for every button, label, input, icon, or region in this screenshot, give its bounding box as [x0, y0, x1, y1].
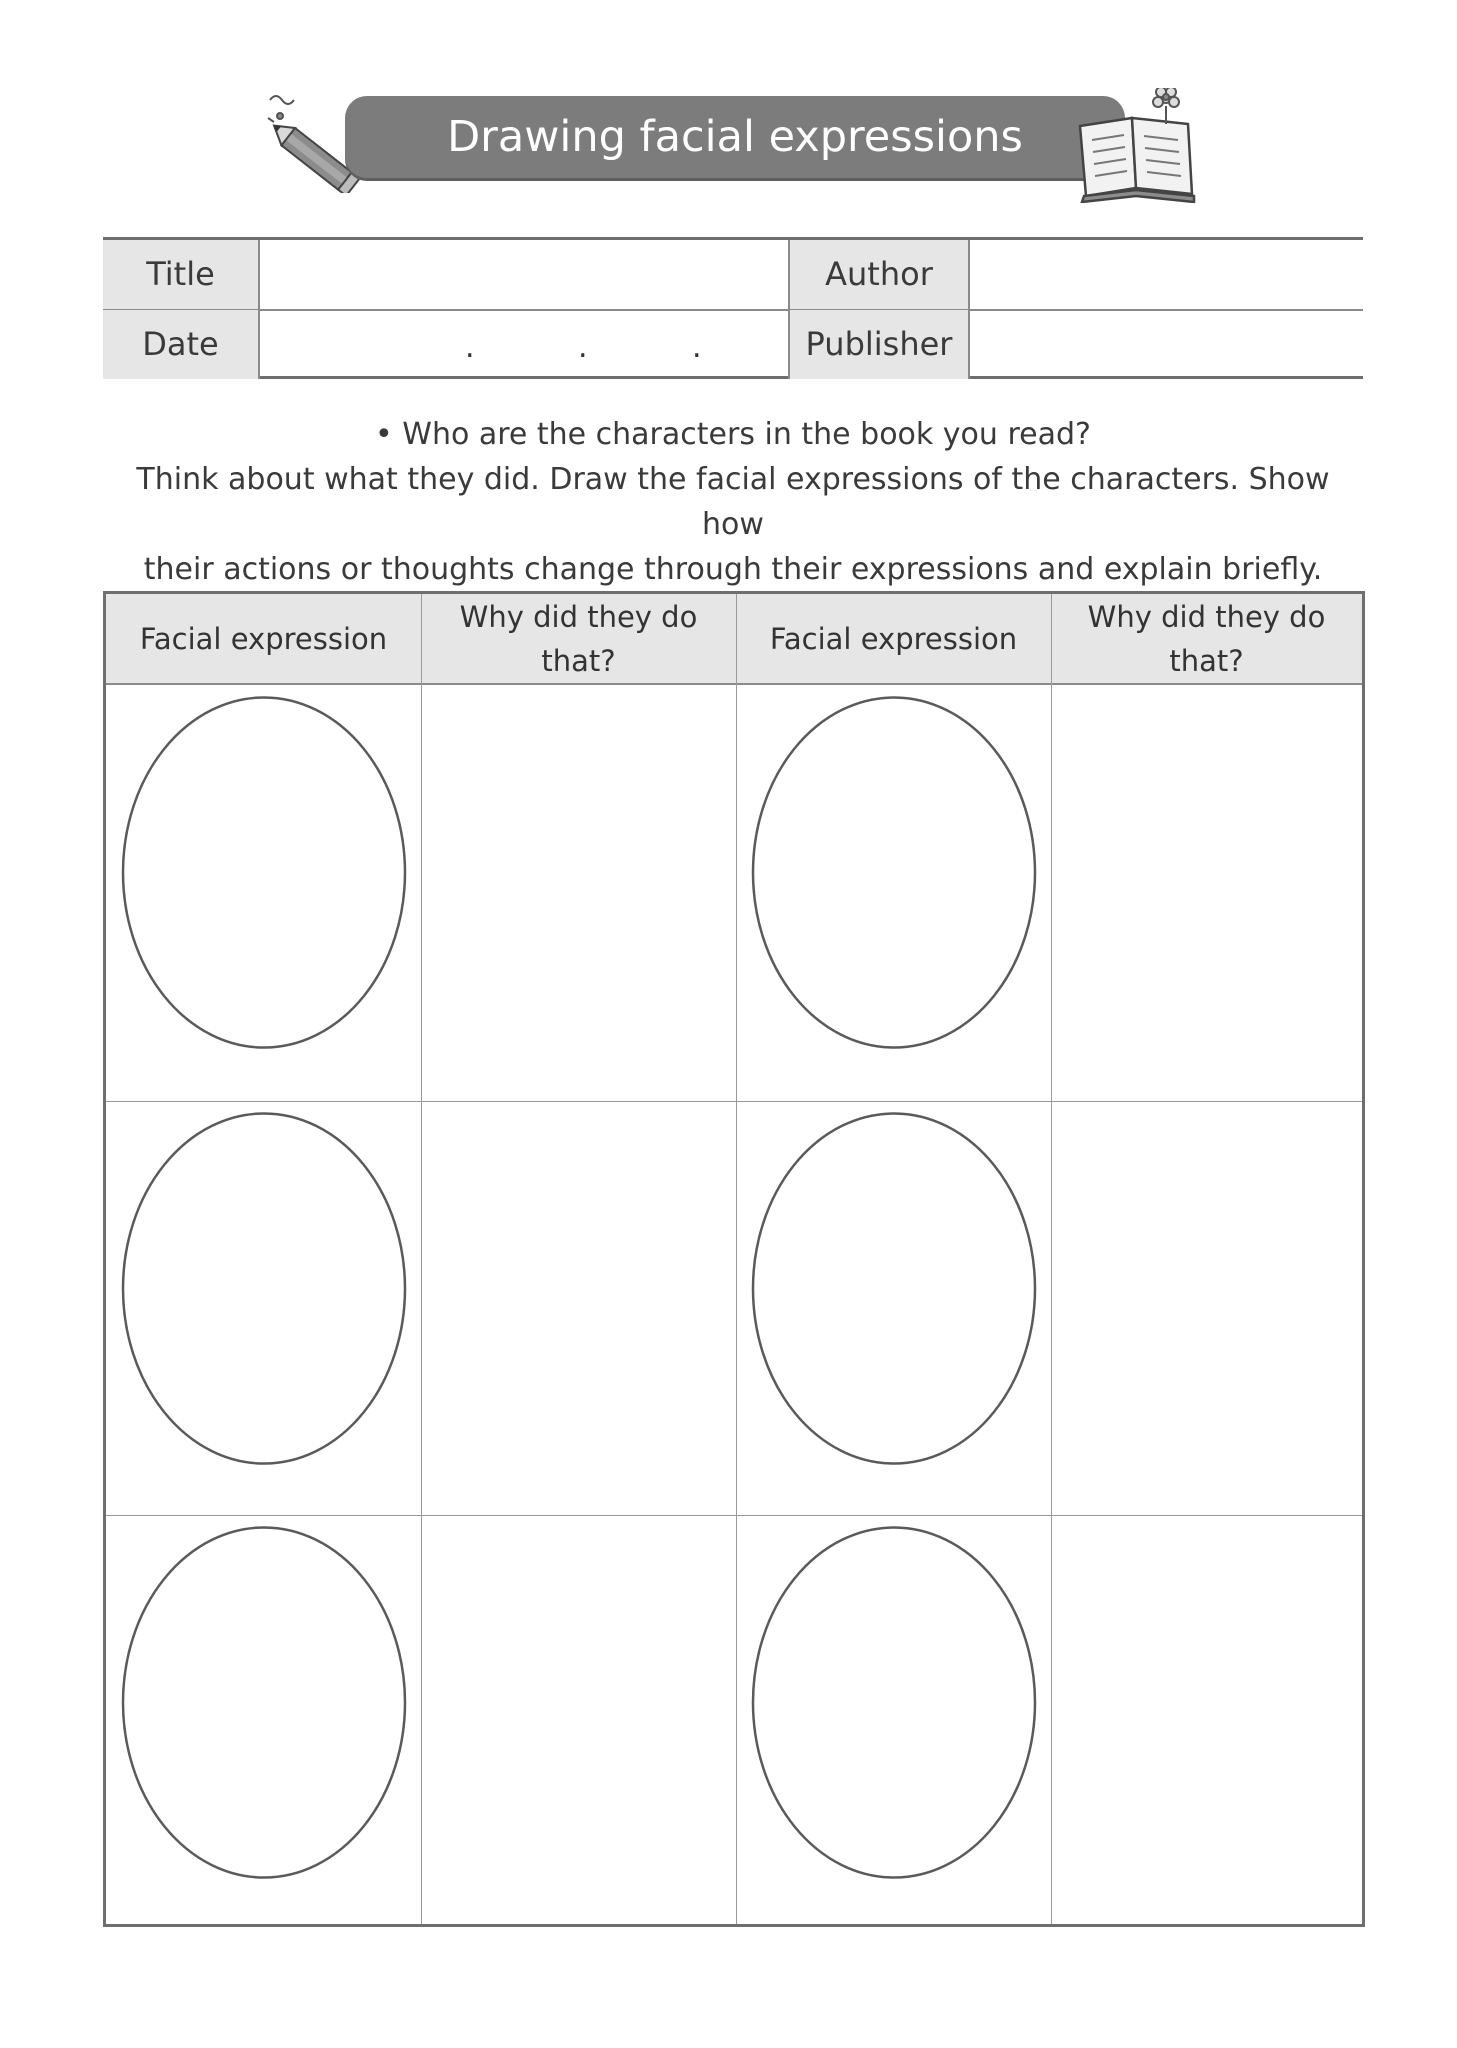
why-answer-cell[interactable] — [424, 1517, 734, 1922]
why-answer-cell[interactable] — [1054, 1103, 1360, 1514]
face-oval[interactable] — [749, 1111, 1039, 1466]
face-oval[interactable] — [119, 1525, 409, 1880]
title-field[interactable] — [260, 240, 790, 309]
row-divider — [106, 1515, 1362, 1516]
why-answer-cell[interactable] — [1054, 1517, 1360, 1922]
column-divider — [1051, 594, 1052, 1924]
grid-header-row — [106, 594, 1362, 685]
header-facial-expression: Facial expression — [769, 621, 1018, 656]
info-row-title-author — [103, 240, 1363, 311]
date-label: Date — [103, 310, 260, 379]
why-answer-cell[interactable] — [424, 1103, 734, 1514]
instruction-line: Think about what they did. Draw the facial expressions of the characters. Show how — [136, 462, 1330, 542]
row-divider — [106, 1101, 1362, 1102]
title-banner — [250, 88, 1210, 208]
date-separator: . — [692, 330, 702, 365]
book-info-table — [103, 237, 1363, 379]
date-field[interactable] — [260, 310, 790, 379]
header-facial-expression: Facial expression — [139, 621, 388, 656]
publisher-field[interactable] — [970, 310, 1363, 379]
expression-grid — [103, 591, 1365, 1927]
open-book-icon — [1070, 88, 1210, 203]
header-why: Why did they do that? — [1087, 599, 1326, 678]
instruction-line: their actions or thoughts change through their expressions and explain briefly. — [143, 552, 1323, 587]
author-label: Author — [790, 240, 970, 309]
author-field[interactable] — [970, 240, 1363, 309]
column-divider — [736, 594, 737, 1924]
why-answer-cell[interactable] — [1054, 687, 1360, 1100]
instructions — [103, 412, 1363, 592]
publisher-label: Publisher — [790, 310, 970, 379]
column-divider — [421, 594, 422, 1924]
date-separator: . — [578, 330, 588, 365]
instruction-question: • Who are the characters in the book you read? — [375, 417, 1091, 452]
face-oval[interactable] — [119, 1111, 409, 1466]
why-answer-cell[interactable] — [424, 687, 734, 1100]
face-oval[interactable] — [119, 695, 409, 1050]
face-oval[interactable] — [749, 1525, 1039, 1880]
date-separator: . — [465, 330, 475, 365]
header-why: Why did they do that? — [459, 599, 698, 678]
title-label: Title — [103, 240, 260, 309]
face-oval[interactable] — [749, 695, 1039, 1050]
page-title: Drawing facial expressions — [447, 112, 1023, 162]
info-row-date-publisher — [103, 310, 1363, 379]
